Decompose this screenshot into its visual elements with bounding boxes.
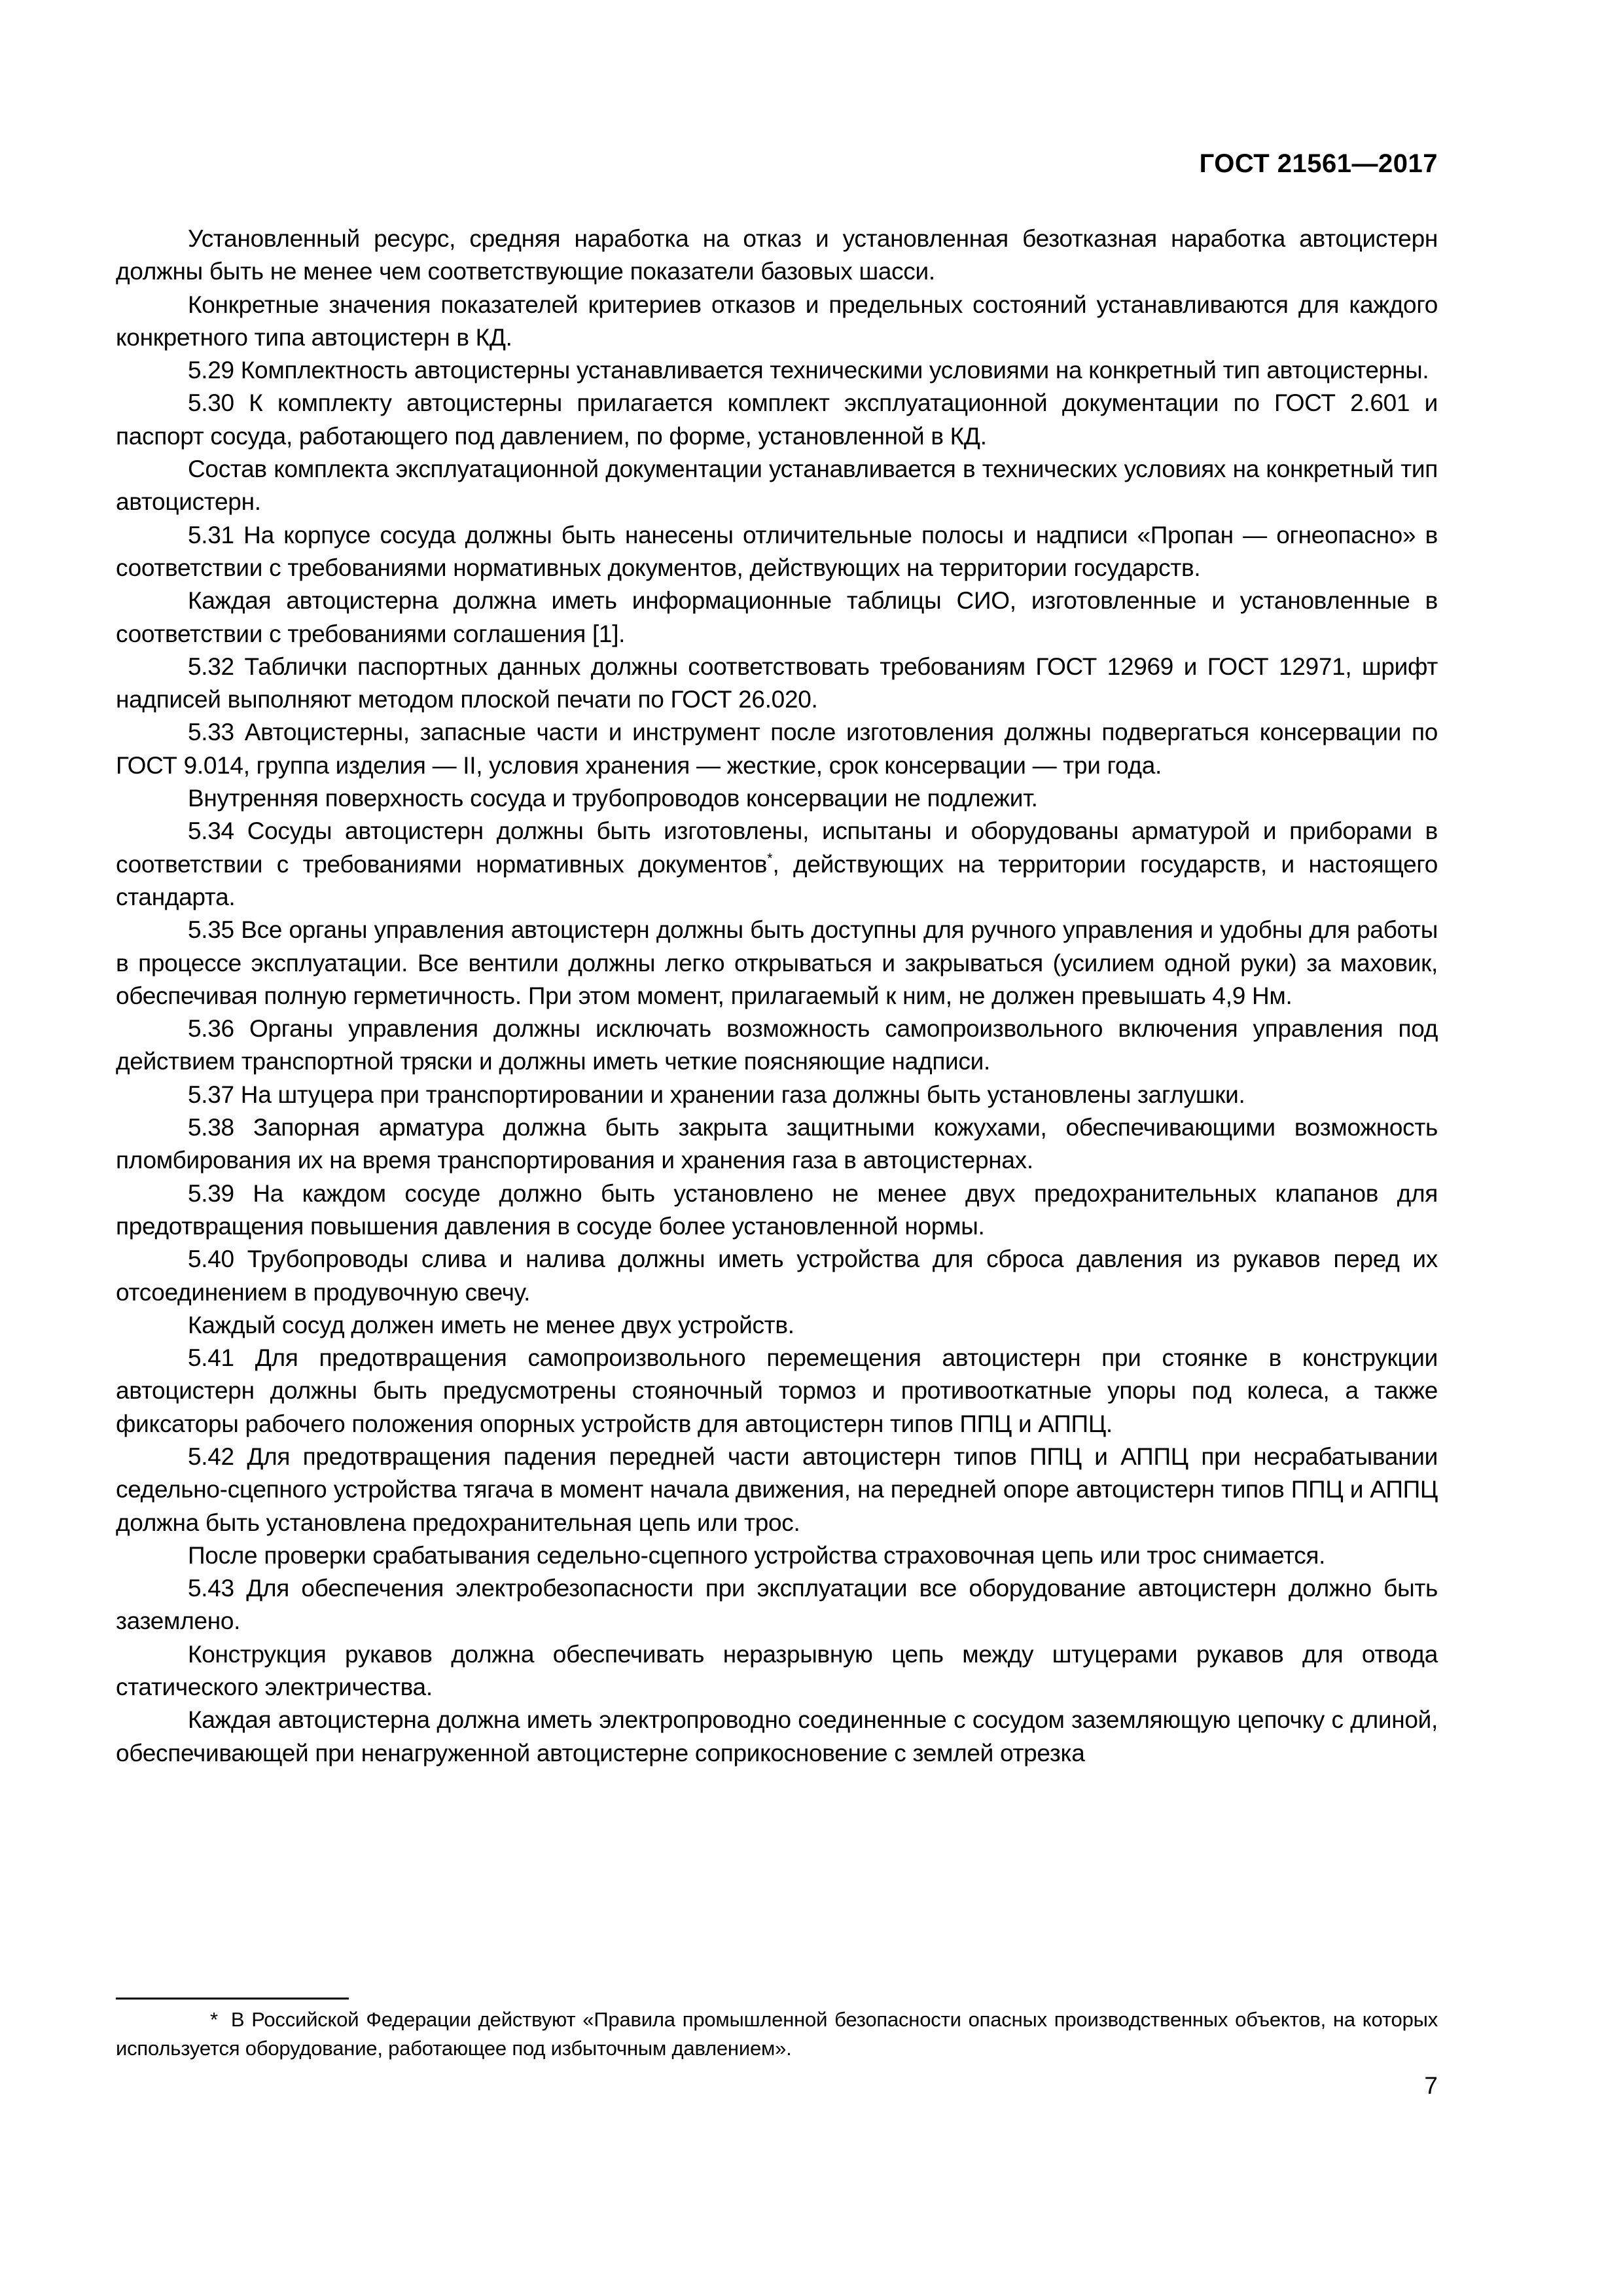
- footnote-paragraph: [116, 2005, 1438, 2063]
- paragraph: 5.33 Автоцистерны, запасные части и инструмент после изготовления должны подвергаться консервации по ГОСТ 9.014, группа изделия — II, условия хранения — жесткие, срок консервации — три года.: [116, 719, 1438, 779]
- page-number: 7: [1424, 2072, 1438, 2099]
- footnote-divider: [116, 1998, 349, 2000]
- paragraph: 5.43 Для обеспечения электробезопасности при эксплуатации все оборудование автоцистерн должно быть заземлено.: [116, 1575, 1438, 1635]
- footnote-reference[interactable]: *: [767, 850, 773, 867]
- paragraph: 5.29 Комплектность автоцистерны устанавливается техническими условиями на конкретный тип автоцистерны.: [188, 357, 1429, 384]
- paragraph: 5.42 Для предотвращения падения передней части автоцистерн типов ППЦ и АППЦ при несрабатывании седельно-сцепного устройства тягача в момент начала движения, на передней опоре автоцистерн типов ППЦ и АППЦ должна быть установлена предохранительная цепь или трос.: [116, 1443, 1438, 1536]
- paragraph: 5.32 Таблички паспортных данных должны соответствовать требованиям ГОСТ 12969 и ГОСТ 12971, шрифт надписей выполняют методом плоской печати по ГОСТ 26.020.: [116, 653, 1438, 713]
- paragraph: Конструкция рукавов должна обеспечивать неразрывную цепь между штуцерами рукавов для отвода статического электричества.: [116, 1640, 1438, 1701]
- paragraph: 5.31 На корпусе сосуда должны быть нанесены отличительные полосы и надписи «Пропан — огнеопасно» в соответствии с требованиями нормативных документов, действующих на территории государств.: [116, 521, 1438, 581]
- paragraph: Каждый сосуд должен иметь не менее двух устройств.: [188, 1311, 794, 1338]
- paragraph: 5.36 Органы управления должны исключать возможность самопроизвольного включения управления под действием транспортной тряски и должны иметь четкие поясняющие надписи.: [116, 1015, 1438, 1075]
- document-body: [116, 223, 1438, 1770]
- paragraph: 5.41 Для предотвращения самопроизвольного перемещения автоцистерн при стоянке в конструкции автоцистерн должны быть предусмотрены стояночный тормоз и противооткатные упоры под колеса, а также фиксаторы рабочего положения опорных устройств для автоцистерн типов ППЦ и АППЦ.: [116, 1344, 1438, 1437]
- paragraph: 5.35 Все органы управления автоцистерн должны быть доступны для ручного управления и удобны для работы в процессе эксплуатации. Все вентили должны легко открываться и закрываться (усилием одной руки) за маховик, обеспечивая полную герметичность. При этом момент, прилагаемый к ним, не должен превышать 4,9 Нм.: [116, 916, 1438, 1009]
- paragraph: 5.39 На каждом сосуде должно быть установлено не менее двух предохранительных клапанов для предотвращения повышения давления в сосуде более установленной нормы.: [116, 1179, 1438, 1240]
- footnote-mark: *: [210, 2008, 218, 2031]
- standard-id: ГОСТ 21561—2017: [1199, 149, 1438, 178]
- paragraph: 5.30 К комплекту автоцистерны прилагается комплект эксплуатационной документации по ГОСТ 2.601 и паспорт сосуда, работающего под давлением, по форме, установленной в КД.: [116, 389, 1438, 450]
- paragraph: 5.37 На штуцера при транспортировании и хранении газа должны быть установлены заглушки.: [188, 1081, 1245, 1108]
- paragraph: После проверки срабатывания седельно-сцепного устройства страховочная цепь или трос снимается.: [188, 1541, 1326, 1569]
- paragraph: Каждая автоцистерна должна иметь электропроводно соединенные с сосудом заземляющую цепочку с длиной, обеспечивающей при ненагруженной автоцистерне соприкосновение с землей отрезка: [116, 1706, 1438, 1767]
- footnote: [116, 2005, 1438, 2063]
- paragraph-text: 5.34 Сосуды автоцистерн должны быть изготовлены, испытаны и оборудованы арматурой и приборами в соответствии с требованиями нормативных документов: [116, 817, 1438, 878]
- paragraph: Каждая автоцистерна должна иметь информационные таблицы СИО, изготовленные и установленные в соответствии с требованиями соглашения [1].: [116, 587, 1438, 647]
- paragraph: 5.40 Трубопроводы слива и налива должны иметь устройства для сброса давления из рукавов перед их отсоединением в продувочную свечу.: [116, 1246, 1438, 1306]
- document-header: [1200, 149, 1438, 179]
- paragraph: Установленный ресурс, средняя наработка на отказ и установленная безотказная наработка автоцистерн должны быть не менее чем соответствующие показатели базовых шасси.: [116, 225, 1438, 285]
- paragraph: Состав комплекта эксплуатационной документации устанавливается в технических условиях на конкретный тип автоцистерн.: [116, 456, 1438, 516]
- paragraph: Внутренняя поверхность сосуда и трубопроводов консервации не подлежит.: [188, 785, 1038, 812]
- paragraph: 5.38 Запорная арматура должна быть закрыта защитными кожухами, обеспечивающими возможность пломбирования их на время транспортирования и хранения газа в автоцистернах.: [116, 1114, 1438, 1174]
- paragraph: Конкретные значения показателей критериев отказов и предельных состояний устанавливаются для каждого конкретного типа автоцистерн в КД.: [116, 291, 1438, 351]
- paragraph-text: , действующих на территории государств, и настоящего стандарта.: [116, 850, 1438, 910]
- paragraph-5-34: [116, 815, 1438, 914]
- footnote-text: В Российской Федерации действуют «Правила промышленной безопасности опасных производственных объектов, на которых используется оборудование, работающее под избыточным давлением».: [116, 2008, 1438, 2060]
